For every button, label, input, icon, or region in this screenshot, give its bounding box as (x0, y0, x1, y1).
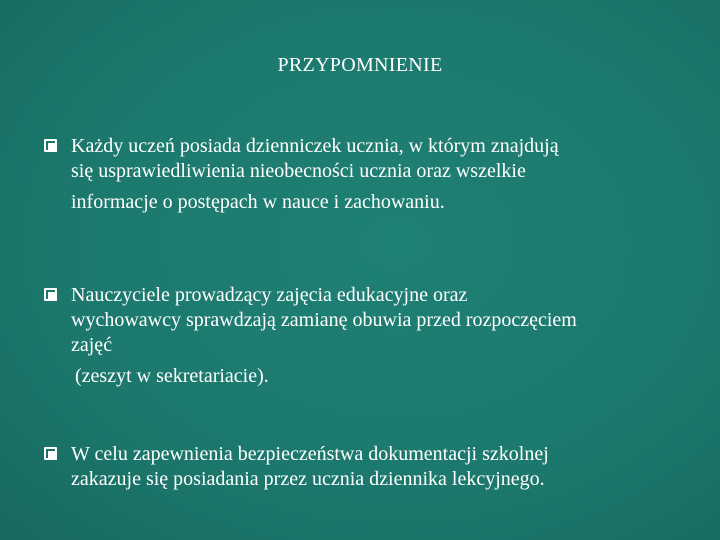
bullet-line: wychowawcy sprawdzają zamianę obuwia przed rozpoczęciem (71, 309, 577, 331)
bullet-line: Każdy uczeń posiada dzienniczek ucznia, w którym znajdują (71, 135, 559, 157)
bullet-line: Nauczyciele prowadzący zajęcia edukacyjne oraz (71, 284, 468, 306)
bullet-item (44, 442, 694, 492)
bullet-item (44, 283, 694, 389)
bullet-text (71, 283, 694, 389)
bullet-line: zakazuje się posiadania przez ucznia dziennika lekcyjnego. (71, 468, 545, 490)
bullet-line: (zeszyt w sekretariacie). (75, 365, 269, 387)
bullet-line: W celu zapewnienia bezpieczeństwa dokumentacji szkolnej (71, 443, 549, 465)
bullet-line: informacje o postępach w nauce i zachowaniu. (71, 191, 445, 213)
bullet-line: zajęć (71, 334, 113, 356)
bullet-text (71, 442, 694, 492)
square-bullet-icon (44, 139, 57, 152)
square-bullet-icon (44, 447, 57, 460)
bullet-item (44, 134, 694, 215)
bullet-line: się usprawiedliwienia nieobecności ucznia oraz wszelkie (71, 160, 526, 182)
bullet-text (71, 134, 694, 215)
square-bullet-icon (44, 288, 57, 301)
slide-title: PRZYPOMNIENIE (277, 54, 443, 76)
